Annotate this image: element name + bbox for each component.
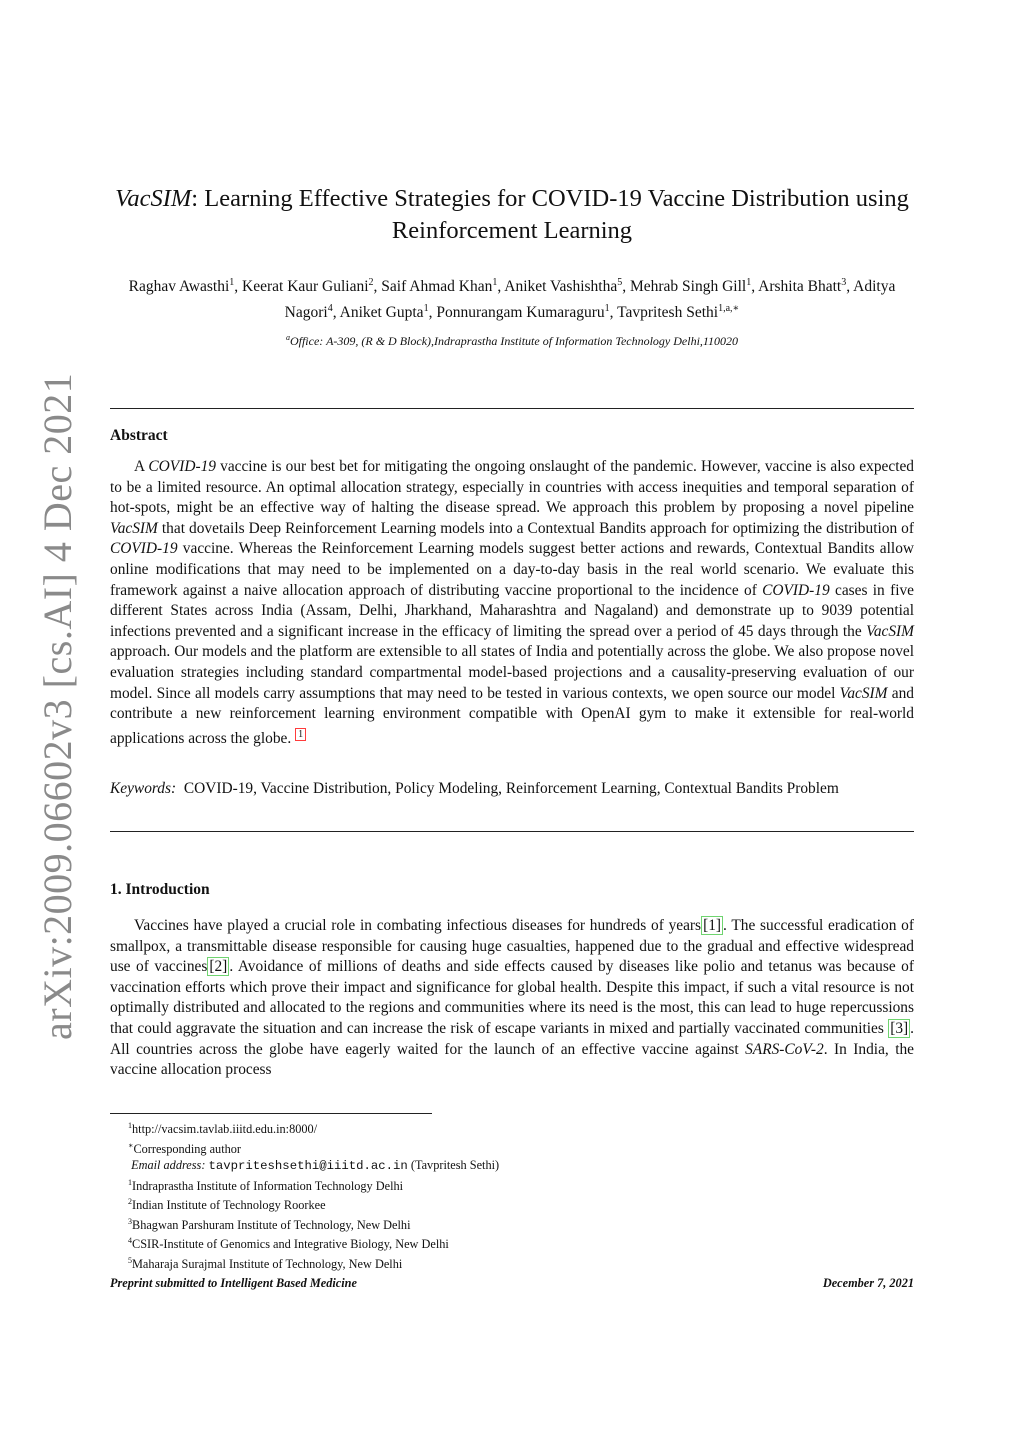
author-affiliation-sup: 5	[617, 277, 623, 288]
title-line2: Reinforcement Learning	[391, 217, 633, 244]
author-affiliation-sup: 1	[423, 303, 429, 315]
author-name: Tavpritesh Sethi	[617, 304, 719, 322]
footnote-url: $^1$http://vacsim.tavlab.iiitd.edu.in:8000/	[128, 1121, 318, 1137]
author-name: Keerat Kaur Guliani	[242, 278, 369, 296]
affiliation-sup: a	[285, 333, 290, 342]
author-list: Raghav Awasthi$^1$, Keerat Kaur Guliani$^2$, Saif Ahmad Khan$^1$, Aniket Vashishtha$^5$, Mehrab Singh Gill$^1$, Arshita Bhatt$^3$, Aditya Nagori$^4$, Aniket Gupta$^1$, Ponnurangam Kumaraguru$^1$, Tavpritesh Sethi$^{1,a,∗}$	[128, 277, 896, 322]
keywords-text: COVID-19, Vaccine Distribution, Policy Modeling, Reinforcement Learning, Contextual Bandits Problem	[183, 780, 839, 797]
footnote-rule	[110, 1113, 432, 1114]
author-affiliation-sup: 1	[604, 303, 610, 315]
footnote-affiliation: $^3$Bhagwan Parshuram Institute of Technology, New Delhi	[128, 1216, 411, 1232]
title-acronym: VacSIM	[115, 185, 192, 212]
author-affiliation-sup: 4	[327, 303, 333, 315]
author-affiliation-sup: 1	[229, 277, 235, 288]
author-name: Mehrab Singh Gill	[629, 278, 747, 296]
affiliation-text: Office: A-309, (R & D Block),Indraprastha Institute of Information Technology Delhi,110020	[289, 334, 739, 348]
citation-link[interactable]: [1]	[703, 917, 722, 934]
author-name: Aniket Gupta	[339, 304, 424, 322]
footnote-affiliation: $^4$CSIR-Institute of Genomics and Integrative Biology, New Delhi	[128, 1236, 449, 1252]
author-affiliation-sup: 1,a,∗	[718, 303, 740, 315]
bottom-rule	[110, 831, 914, 832]
keywords-label: Keywords:	[110, 780, 177, 797]
footnote-email: Email address: tavpriteshsethi@iiitd.ac.in (Tavpritesh Sethi)	[131, 1158, 500, 1174]
paper-title	[110, 183, 914, 247]
footnote-corresponding: ∗Corresponding author	[128, 1140, 242, 1156]
citation-link[interactable]: [2]	[209, 958, 228, 976]
top-rule	[110, 408, 914, 409]
vacsim-term: VacSIM	[110, 519, 158, 537]
citation-link[interactable]: [3]	[890, 1019, 909, 1037]
author-affiliation-sup: 1	[746, 277, 752, 288]
introduction-heading: 1. Introduction	[110, 881, 210, 898]
footer-journal: Preprint submitted to Intelligent Based Medicine	[110, 1276, 357, 1290]
author-name: Ponnurangam Kumaraguru	[436, 304, 605, 322]
author-affiliation-sup: 2	[368, 277, 374, 288]
email-link[interactable]: tavpriteshsethi@iiitd.ac.in	[208, 1159, 408, 1174]
arxiv-identifier-stamp: arXiv:2009.06602v3 [cs.AI] 4 Dec 2021	[35, 372, 80, 1040]
abstract-body: A COVID-19 vaccine is our best bet for mitigating the ongoing onslaught of the pandemic. However, vaccine is also expected to be a limited resource. An optimal allocation strategy, especially in countries with access inequities and temporal separation of hot-spots, might be an effective way of halting the disease spread. We approach this problem by proposing a novel pipeline VacSIM that dovetails Deep Reinforcement Learning models into a Contextual Bandits approach for optimizing the distribution of COVID-19 vaccine. Whereas the Reinforcement Learning models suggest better actions and rewards, Contextual Bandits allow online modifications that may need to be implemented on a day-to-day basis in the real world scenario. We evaluate this framework against a naive allocation approach of distributing vaccine proportional to the incidence of COVID-19 cases in five different States across India (Assam, Delhi, Jharkhand, Maharashtra and Nagaland) and demonstrate up to 9039 potential infections prevented and a significant increase in the efficacy of limiting the spread over a period of 45 days through the VacSIM approach. Our models and the platform are extensible to all states of India and potentially across the globe. We also propose novel evaluation strategies including standard compartmental model-based projections and a causality-preserving evaluation of our model. Since all models carry assumptions that may need to be tested in various contexts, we open source our model VacSIM and contribute a new reinforcement learning environment compatible with OpenAI gym to make it extensible for real-world applications across the globe. $^1$	[110, 458, 914, 747]
author-name: Arshita Bhatt	[758, 278, 842, 296]
author-name: Raghav Awasthi	[128, 278, 230, 296]
footer-date: December 7, 2021	[822, 1276, 914, 1290]
abstract-heading: Abstract	[110, 427, 168, 444]
author-affiliation-sup: 3	[841, 277, 847, 288]
footnote-link[interactable]: 1	[295, 728, 306, 741]
keywords-block	[110, 778, 914, 799]
author-name: Aniket Vashishtha	[504, 278, 618, 296]
footnote-affiliation: $^5$Maharaja Surajmal Institute of Technology, New Delhi	[128, 1256, 403, 1272]
footnote-affiliation: $^2$Indian Institute of Technology Roorkee	[128, 1197, 326, 1213]
author-name: Saif Ahmad Khan	[381, 278, 493, 296]
footnotes	[128, 1118, 499, 1273]
author-affiliation-sup: 1	[492, 277, 498, 288]
introduction-body: Vaccines have played a crucial role in combating infectious diseases for hundreds of years [1] . The successful eradication of smallpox, a transmittable disease responsible for causing huge casualties, happened due to the gradual and effective widespread use of vaccines [2] . Avoidance of millions of deaths and side effects caused by diseases like polio and tetanus was because of vaccination efforts which prove their impact and significance for global health. Despite this impact, if such a vital resource is not optimally distributed and allocated to the regions and communities where its need is the most, this can lead to huge repercussions that could aggravate the situation and can increase the risk of escape variants in mixed and partially vaccinated communities [3] . All countries across the globe have eagerly waited for the launch of an effective vaccine against SARS-CoV-2. In India, the vaccine allocation process	[110, 917, 915, 1079]
author-name: Aditya Nagori	[284, 278, 896, 322]
footnote-affiliation: $^1$Indraprastha Institute of Information Technology Delhi	[128, 1177, 404, 1193]
title-line1: : Learning Effective Strategies for COVID-19 Vaccine Distribution using	[191, 185, 909, 212]
affiliation-line	[110, 333, 914, 349]
footnote-url-link[interactable]: http://vacsim.tavlab.iiitd.edu.in:8000/	[132, 1122, 318, 1137]
